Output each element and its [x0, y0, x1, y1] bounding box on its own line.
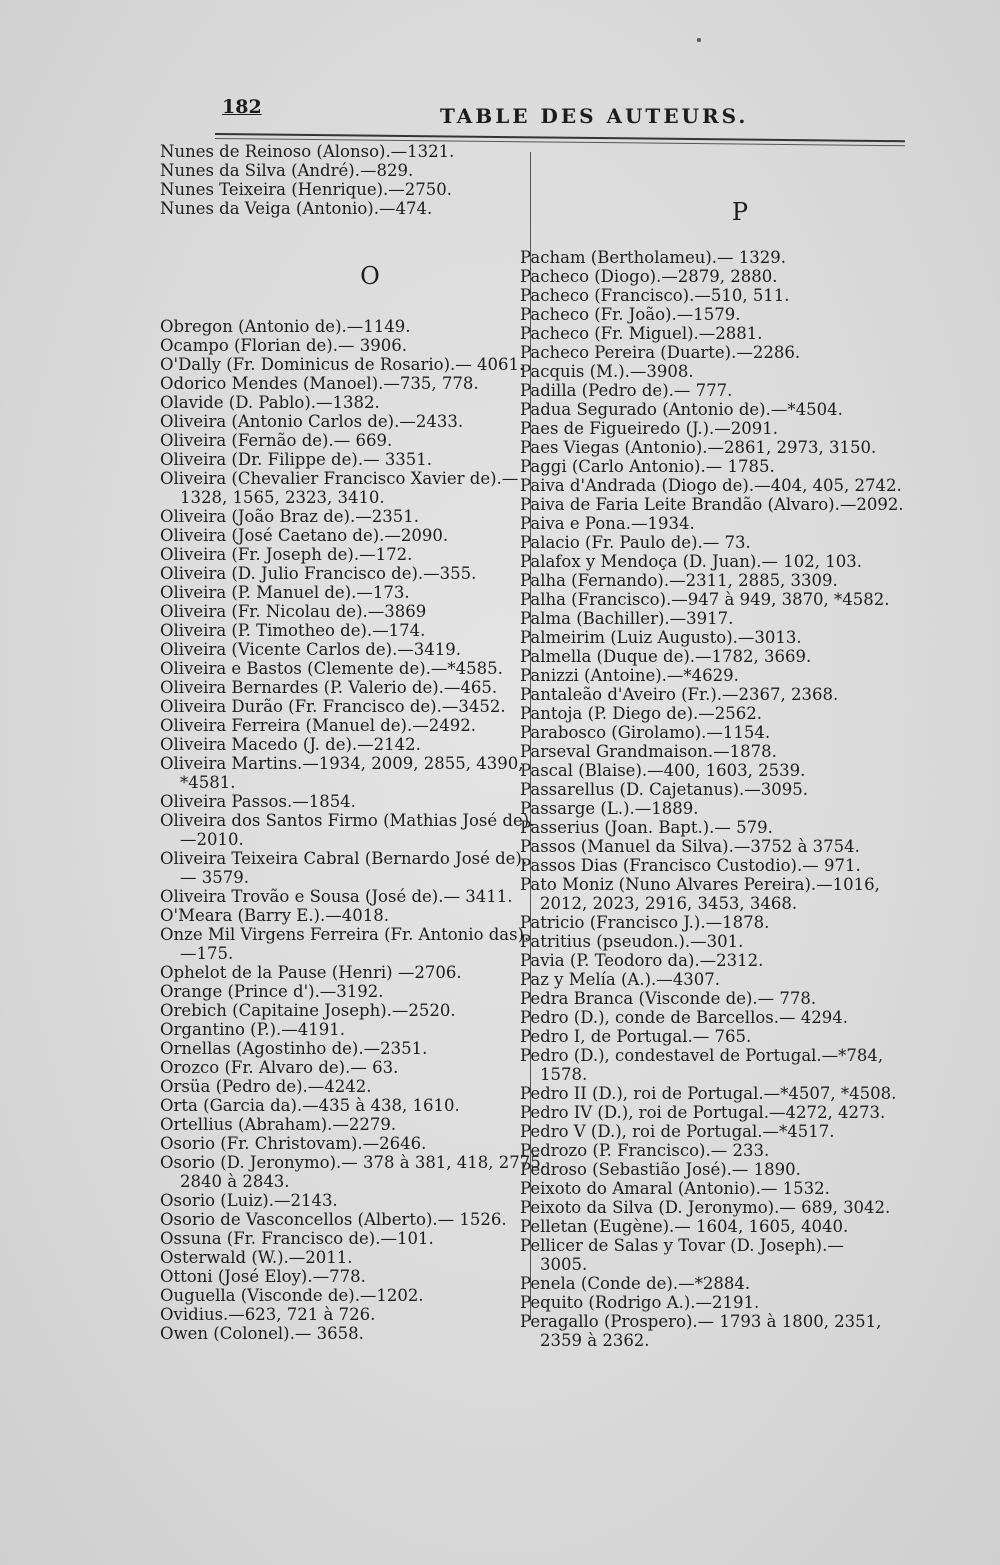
entry-text: Pedro (D.), condestavel de Portugal.—*784, — [520, 1046, 884, 1065]
entry-text: Oliveira (Fernão de).— 669. — [160, 431, 393, 450]
entry-text: Oliveira (Vicente Carlos de).—3419. — [160, 640, 462, 659]
entry-text: Oliveira (Fr. Nicolau de).—3869 — [160, 602, 427, 621]
index-entry — [520, 970, 905, 989]
print-speck — [697, 38, 701, 42]
entry-continuation: 1328, 1565, 2323, 3410. — [180, 488, 385, 507]
entry-text: Parseval Grandmaison.—1878. — [520, 742, 777, 761]
entry-text: Pacheco (Diogo).—2879, 2880. — [520, 267, 778, 286]
index-entry — [160, 1077, 520, 1096]
index-entry — [520, 495, 905, 514]
entry-text: Oliveira Durão (Fr. Francisco de).—3452. — [160, 697, 506, 716]
index-entry — [160, 450, 520, 469]
page-number: 182 — [222, 96, 262, 118]
entry-text: Onze Mil Virgens Ferreira (Fr. Antonio das). — [160, 925, 530, 944]
entry-text: Oliveira Martins.—1934, 2009, 2855, 4390, — [160, 754, 524, 773]
index-entry — [520, 533, 905, 552]
entry-continuation: —175. — [180, 944, 234, 963]
index-entry — [520, 704, 905, 723]
index-entry — [520, 628, 905, 647]
p-entries-list — [520, 248, 905, 1350]
entry-text: Panizzi (Antoine).—*4629. — [520, 666, 739, 685]
entry-text: Passerius (Joan. Bapt.).— 579. — [520, 818, 773, 837]
index-entry — [520, 1198, 905, 1217]
index-entry — [160, 1001, 520, 1020]
entry-text: Obregon (Antonio de).—1149. — [160, 317, 411, 336]
index-entry — [160, 1134, 520, 1153]
o-entries-list — [160, 317, 547, 1343]
index-entry — [160, 906, 520, 925]
index-entry — [160, 336, 520, 355]
index-entry — [520, 476, 905, 495]
section-letter-p: P — [731, 198, 749, 226]
entry-text: Pequito (Rodrigo A.).—2191. — [520, 1293, 760, 1312]
index-entry — [520, 1141, 905, 1160]
index-entry — [160, 1039, 520, 1058]
index-entry — [160, 1229, 520, 1248]
index-entry — [520, 267, 905, 286]
index-entry — [160, 1248, 520, 1267]
entry-text: Oliveira (Fr. Joseph de).—172. — [160, 545, 413, 564]
index-entry — [520, 723, 905, 742]
n-entries-list — [160, 142, 520, 218]
entry-text: Oliveira (José Caetano de).—2090. — [160, 526, 449, 545]
index-entry — [520, 837, 905, 856]
index-entry — [160, 811, 535, 849]
entry-text: Ottoni (José Eloy).—778. — [160, 1267, 366, 1286]
index-entry — [160, 982, 520, 1001]
entry-text: Orta (Garcia da).—435 à 438, 1610. — [160, 1096, 460, 1115]
entry-text: Palma (Bachiller).—3917. — [520, 609, 734, 628]
index-entry — [160, 1324, 520, 1343]
entry-text: Owen (Colonel).— 3658. — [160, 1324, 364, 1343]
index-entry — [160, 1020, 520, 1039]
entry-text: Patricio (Francisco J.).—1878. — [520, 913, 770, 932]
entry-text: Passarge (L.).—1889. — [520, 799, 699, 818]
entry-text: Pedro I, de Portugal.— 765. — [520, 1027, 752, 1046]
entry-text: Osorio (Fr. Christovam).—2646. — [160, 1134, 427, 1153]
index-entry — [160, 507, 520, 526]
entry-text: Paiva de Faria Leite Brandão (Alvaro).—2092. — [520, 495, 904, 514]
index-entry — [160, 887, 520, 906]
entry-text: Oliveira Bernardes (P. Valerio de).—465. — [160, 678, 498, 697]
entry-text: Osterwald (W.).—2011. — [160, 1248, 353, 1267]
index-entry — [520, 324, 905, 343]
index-entry — [520, 1312, 905, 1350]
index-entry — [520, 1179, 905, 1198]
entry-text: Oliveira (João Braz de).—2351. — [160, 507, 419, 526]
index-entry — [160, 317, 520, 336]
entry-text: Palmeirim (Luiz Augusto).—3013. — [520, 628, 802, 647]
index-entry — [520, 951, 905, 970]
entry-text: Passarellus (D. Cajetanus).—3095. — [520, 780, 809, 799]
entry-text: Pato Moniz (Nuno Alvares Pereira).—1016, — [520, 875, 880, 894]
index-entry — [160, 1210, 520, 1229]
index-entry — [520, 514, 905, 533]
entry-text: Organtino (P.).—4191. — [160, 1020, 346, 1039]
index-entry — [160, 963, 520, 982]
entry-text: Ovidius.—623, 721 à 726. — [160, 1305, 376, 1324]
entry-text: Paiva e Pona.—1934. — [520, 514, 695, 533]
index-entry — [160, 659, 520, 678]
index-entry — [160, 355, 525, 374]
entry-text: Orozco (Fr. Alvaro de).— 63. — [160, 1058, 399, 1077]
index-entry — [160, 697, 520, 716]
index-entry: Nunes da Silva (André).—829. — [160, 161, 414, 180]
index-entry — [520, 932, 905, 951]
entry-text: Osorio de Vasconcellos (Alberto).— 1526. — [160, 1210, 507, 1229]
entry-text: Ortellius (Abraham).—2279. — [160, 1115, 397, 1134]
entry-text: Passos Dias (Francisco Custodio).— 971. — [520, 856, 861, 875]
index-entry — [520, 552, 905, 571]
entry-continuation: *4581. — [180, 773, 236, 792]
entry-continuation: — 3579. — [180, 868, 249, 887]
index-entry — [520, 1103, 905, 1122]
entry-text: Passos (Manuel da Silva).—3752 à 3754. — [520, 837, 860, 856]
index-entry — [520, 438, 905, 457]
entry-text: Olavide (D. Pablo).—1382. — [160, 393, 380, 412]
entry-text: Parabosco (Girolamo).—1154. — [520, 723, 771, 742]
entry-text: Pantaleão d'Aveiro (Fr.).—2367, 2368. — [520, 685, 839, 704]
entry-text: Ophelot de la Pause (Henri) —2706. — [160, 963, 462, 982]
entry-continuation: —2010. — [180, 830, 244, 849]
index-entry — [520, 989, 905, 1008]
entry-text: Oliveira (P. Timotheo de).—174. — [160, 621, 426, 640]
index-entry: Nunes de Reinoso (Alonso).—1321. — [160, 142, 455, 161]
entry-text: Pantoja (P. Diego de).—2562. — [520, 704, 763, 723]
entry-text: Palacio (Fr. Paulo de).— 73. — [520, 533, 751, 552]
index-entry — [520, 666, 905, 685]
index-entry — [160, 716, 520, 735]
index-entry — [520, 457, 905, 476]
entry-text: Oliveira (D. Julio Francisco de).—355. — [160, 564, 477, 583]
index-entry — [520, 780, 905, 799]
index-entry — [160, 1191, 520, 1210]
index-entry: Nunes da Veiga (Antonio).—474. — [160, 199, 433, 218]
entry-continuation: 2012, 2023, 2916, 3453, 3468. — [540, 894, 798, 913]
entry-text: Palafox y Mendoça (D. Juan).— 102, 103. — [520, 552, 862, 571]
entry-text: Padilla (Pedro de).— 777. — [520, 381, 733, 400]
entry-text: Oliveira (P. Manuel de).—173. — [160, 583, 410, 602]
entry-text: Pacham (Bertholameu).— 1329. — [520, 248, 787, 267]
index-entry — [160, 1267, 520, 1286]
index-entry — [160, 602, 520, 621]
index-entry — [160, 374, 520, 393]
running-title: TABLE DES AUTEURS. — [440, 104, 749, 128]
entry-text: Ouguella (Visconde de).—1202. — [160, 1286, 424, 1305]
entry-text: Peixoto do Amaral (Antonio).— 1532. — [520, 1179, 830, 1198]
index-entry — [520, 343, 905, 362]
index-entry — [160, 640, 520, 659]
index-entry — [520, 799, 905, 818]
entry-text: Patritius (pseudon.).—301. — [520, 932, 744, 951]
left-column — [160, 142, 547, 1343]
section-gap — [160, 218, 520, 317]
index-entry — [160, 1115, 520, 1134]
entry-text: Orange (Prince d').—3192. — [160, 982, 384, 1001]
index-entry — [160, 735, 520, 754]
entry-text: Pedro (D.), conde de Barcellos.— 4294. — [520, 1008, 848, 1027]
entry-text: Pedroso (Sebastião José).— 1890. — [520, 1160, 801, 1179]
index-entry — [520, 818, 905, 837]
index-entry — [520, 362, 905, 381]
entry-text: Paiva d'Andrada (Diogo de).—404, 405, 2742. — [520, 476, 902, 495]
entry-text: Oliveira (Antonio Carlos de).—2433. — [160, 412, 464, 431]
index-entry — [520, 761, 905, 780]
index-entry — [520, 742, 905, 761]
index-entry — [160, 545, 520, 564]
index-entry — [160, 412, 520, 431]
entry-continuation: 3005. — [540, 1255, 588, 1274]
entry-text: Pacheco (Fr. Miguel).—2881. — [520, 324, 763, 343]
entry-continuation: 2359 à 2362. — [540, 1331, 650, 1350]
index-entry — [520, 1046, 905, 1084]
entry-text: Osorio (Luiz).—2143. — [160, 1191, 338, 1210]
entry-text: Pedrozo (P. Francisco).— 233. — [520, 1141, 770, 1160]
index-entry — [520, 286, 905, 305]
entry-text: Oliveira (Dr. Filippe de).— 3351. — [160, 450, 433, 469]
entry-text: Ossuna (Fr. Francisco de).—101. — [160, 1229, 434, 1248]
index-entry — [160, 678, 520, 697]
index-entry — [160, 1153, 547, 1191]
entry-text: Paz y Melía (A.).—4307. — [520, 970, 721, 989]
entry-text: Oliveira Ferreira (Manuel de).—2492. — [160, 716, 476, 735]
index-entry — [520, 1160, 905, 1179]
index-entry — [520, 913, 905, 932]
entry-text: Pedro V (D.), roi de Portugal.—*4517. — [520, 1122, 835, 1141]
entry-text: O'Dally (Fr. Dominicus de Rosario).— 4061. — [160, 355, 525, 374]
entry-text: Oliveira e Bastos (Clemente de).—*4585. — [160, 659, 503, 678]
entry-text: Pedra Branca (Visconde de).— 778. — [520, 989, 817, 1008]
entry-text: Paes de Figueiredo (J.).—2091. — [520, 419, 779, 438]
index-entry: Nunes Teixeira (Henrique).—2750. — [160, 180, 453, 199]
index-entry — [520, 1217, 905, 1236]
index-entry — [160, 431, 520, 450]
entry-text: Pascal (Blaise).—400, 1603, 2539. — [520, 761, 806, 780]
index-entry — [520, 875, 905, 913]
index-entry — [160, 469, 520, 507]
entry-text: Paggi (Carlo Antonio).— 1785. — [520, 457, 775, 476]
index-entry — [160, 849, 528, 887]
entry-text: Pavia (P. Teodoro da).—2312. — [520, 951, 764, 970]
index-entry — [520, 1008, 905, 1027]
index-entry — [520, 609, 905, 628]
index-entry — [160, 583, 520, 602]
entry-text: Oliveira dos Santos Firmo (Mathias José de). — [160, 811, 535, 830]
entry-text: Oliveira (Chevalier Francisco Xavier de).— — [160, 469, 519, 488]
entry-text: Ocampo (Florian de).— 3906. — [160, 336, 407, 355]
index-entry — [520, 419, 905, 438]
index-entry — [520, 1236, 905, 1274]
entry-text: Pedro II (D.), roi de Portugal.—*4507, *4508. — [520, 1084, 897, 1103]
index-entry — [160, 1058, 520, 1077]
entry-text: Peixoto da Silva (D. Jeronymo).— 689, 3042. — [520, 1198, 891, 1217]
index-entry — [520, 1084, 905, 1103]
entry-text: Pacquis (M.).—3908. — [520, 362, 694, 381]
entry-text: Ornellas (Agostinho de).—2351. — [160, 1039, 428, 1058]
index-entry — [160, 792, 520, 811]
index-entry — [520, 248, 905, 267]
index-entry — [160, 526, 520, 545]
entry-text: Odorico Mendes (Manoel).—735, 778. — [160, 374, 479, 393]
index-entry — [160, 1286, 520, 1305]
index-entry — [160, 621, 520, 640]
index-entry — [520, 400, 905, 419]
index-entry — [520, 590, 905, 609]
entry-text: O'Meara (Barry E.).—4018. — [160, 906, 389, 925]
entry-text: Peragallo (Prospero).— 1793 à 1800, 2351, — [520, 1312, 882, 1331]
index-entry — [160, 754, 524, 792]
index-entry — [520, 1274, 905, 1293]
section-letter-o: O — [360, 262, 380, 290]
entry-text: Oliveira Passos.—1854. — [160, 792, 356, 811]
index-entry — [160, 393, 520, 412]
index-entry — [520, 856, 905, 875]
entry-text: Palmella (Duque de).—1782, 3669. — [520, 647, 812, 666]
index-entry — [160, 925, 530, 963]
entry-text: Paes Viegas (Antonio).—2861, 2973, 3150. — [520, 438, 877, 457]
index-entry — [160, 564, 520, 583]
index-entry — [520, 1293, 905, 1312]
entry-text: Osorio (D. Jeronymo).— 378 à 381, 418, 2775. — [160, 1153, 547, 1172]
entry-text: Orsüa (Pedro de).—4242. — [160, 1077, 372, 1096]
entry-text: Pedro IV (D.), roi de Portugal.—4272, 4273. — [520, 1103, 886, 1122]
entry-continuation: 1578. — [540, 1065, 588, 1084]
entry-text: Pellicer de Salas y Tovar (D. Joseph).— — [520, 1236, 844, 1255]
entry-text: Pacheco Pereira (Duarte).—2286. — [520, 343, 801, 362]
index-entry — [160, 1305, 520, 1324]
entry-text: Oliveira Macedo (J. de).—2142. — [160, 735, 421, 754]
entry-text: Orebich (Capitaine Joseph).—2520. — [160, 1001, 456, 1020]
index-entry — [520, 381, 905, 400]
entry-text: Palha (Fernando).—2311, 2885, 3309. — [520, 571, 838, 590]
index-entry — [160, 1096, 520, 1115]
index-entry — [520, 1027, 905, 1046]
entry-text: Pacheco (Francisco).—510, 511. — [520, 286, 790, 305]
entry-text: Pelletan (Eugène).— 1604, 1605, 4040. — [520, 1217, 849, 1236]
index-entry — [520, 647, 905, 666]
entry-text: Pacheco (Fr. João).—1579. — [520, 305, 741, 324]
index-entry — [520, 571, 905, 590]
entry-text: Padua Segurado (Antonio de).—*4504. — [520, 400, 843, 419]
entry-continuation: 2840 à 2843. — [180, 1172, 290, 1191]
index-entry — [520, 685, 905, 704]
index-entry — [520, 305, 905, 324]
entry-text: Oliveira Teixeira Cabral (Bernardo José de). — [160, 849, 528, 868]
index-entry — [520, 1122, 905, 1141]
entry-text: Oliveira Trovão e Sousa (José de).— 3411. — [160, 887, 513, 906]
entry-text: Penela (Conde de).—*2884. — [520, 1274, 751, 1293]
right-column — [520, 248, 905, 1350]
entry-text: Palha (Francisco).—947 à 949, 3870, *4582. — [520, 590, 890, 609]
